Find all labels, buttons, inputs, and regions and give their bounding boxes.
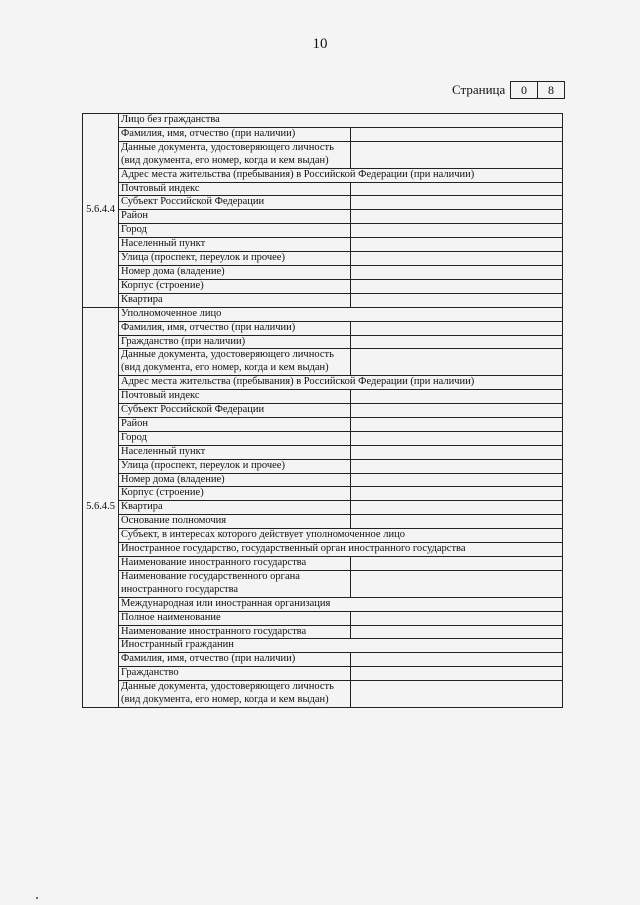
page-label: Страница xyxy=(452,82,506,97)
form-row xyxy=(83,459,563,473)
field-value[interactable] xyxy=(351,667,563,681)
group-heading: Иностранный гражданин xyxy=(119,639,563,653)
field-value[interactable] xyxy=(351,127,563,141)
field-label: Почтовый индекс xyxy=(119,390,351,404)
form-row xyxy=(83,210,563,224)
field-label: Гражданство (при наличии) xyxy=(119,335,351,349)
field-label: Субъект Российской Федерации xyxy=(119,404,351,418)
page-digit-box[interactable]: 0 xyxy=(510,81,538,99)
form-row xyxy=(83,252,563,266)
form-table xyxy=(82,113,563,708)
field-label: Город xyxy=(119,431,351,445)
form-row xyxy=(83,681,563,708)
section-title: Лицо без гражданства xyxy=(119,114,563,128)
section-title-row xyxy=(83,114,563,128)
form-row xyxy=(83,390,563,404)
field-value[interactable] xyxy=(351,238,563,252)
field-label: Основание полномочия xyxy=(119,515,351,529)
field-label: Наименование иностранного государства xyxy=(119,557,351,571)
field-value[interactable] xyxy=(351,404,563,418)
form-row xyxy=(83,141,563,168)
field-value[interactable] xyxy=(351,625,563,639)
field-label: Фамилия, имя, отчество (при наличии) xyxy=(119,127,351,141)
field-label: Город xyxy=(119,224,351,238)
page-digit-box[interactable]: 8 xyxy=(537,81,565,99)
field-label: Данные документа, удостоверяющего личность (вид документа, его номер, когда и кем выдан) xyxy=(119,349,351,376)
field-value[interactable] xyxy=(351,473,563,487)
field-value[interactable] xyxy=(351,321,563,335)
form-row xyxy=(83,515,563,529)
field-value[interactable] xyxy=(351,293,563,307)
form-row xyxy=(83,265,563,279)
field-value[interactable] xyxy=(351,653,563,667)
field-value[interactable] xyxy=(351,182,563,196)
field-label: Наименование иностранного государства xyxy=(119,625,351,639)
form-row xyxy=(83,224,563,238)
field-label: Квартира xyxy=(119,501,351,515)
field-value[interactable] xyxy=(351,390,563,404)
field-label: Номер дома (владение) xyxy=(119,473,351,487)
field-value[interactable] xyxy=(351,445,563,459)
field-value[interactable] xyxy=(351,501,563,515)
field-value[interactable] xyxy=(351,141,563,168)
field-label: Почтовый индекс xyxy=(119,182,351,196)
form-row xyxy=(83,168,563,182)
field-value[interactable] xyxy=(351,417,563,431)
section-title: Уполномоченное лицо xyxy=(119,307,563,321)
field-label: Корпус (строение) xyxy=(119,487,351,501)
field-value[interactable] xyxy=(351,681,563,708)
form-row xyxy=(83,625,563,639)
form-row xyxy=(83,597,563,611)
page-number: 10 xyxy=(312,36,328,52)
form-row xyxy=(83,321,563,335)
field-label: Населенный пункт xyxy=(119,238,351,252)
form-row xyxy=(83,431,563,445)
form-row xyxy=(83,529,563,543)
form-row xyxy=(83,349,563,376)
field-value[interactable] xyxy=(351,252,563,266)
field-label: Номер дома (владение) xyxy=(119,265,351,279)
field-value[interactable] xyxy=(351,515,563,529)
section-title-row xyxy=(83,307,563,321)
group-heading: Международная или иностранная организация xyxy=(119,597,563,611)
field-label: Данные документа, удостоверяющего личность (вид документа, его номер, когда и кем выдан) xyxy=(119,681,351,708)
field-label: Наименование государственного органа иностранного государства xyxy=(119,570,351,597)
field-value[interactable] xyxy=(351,487,563,501)
section-number: 5.6.4.4 xyxy=(83,114,119,308)
field-label: Корпус (строение) xyxy=(119,279,351,293)
field-value[interactable] xyxy=(351,570,563,597)
form-row xyxy=(83,570,563,597)
form-row xyxy=(83,238,563,252)
group-heading: Иностранное государство, государственный орган иностранного государства xyxy=(119,543,563,557)
field-label: Фамилия, имя, отчество (при наличии) xyxy=(119,321,351,335)
field-value[interactable] xyxy=(351,349,563,376)
field-value[interactable] xyxy=(351,335,563,349)
form-row xyxy=(83,543,563,557)
field-value[interactable] xyxy=(351,265,563,279)
form-row xyxy=(83,445,563,459)
field-label: Полное наименование xyxy=(119,611,351,625)
field-label: Квартира xyxy=(119,293,351,307)
field-label: Субъект Российской Федерации xyxy=(119,196,351,210)
field-label: Фамилия, имя, отчество (при наличии) xyxy=(119,653,351,667)
field-label: Населенный пункт xyxy=(119,445,351,459)
field-value[interactable] xyxy=(351,431,563,445)
form-row xyxy=(83,487,563,501)
form-row xyxy=(83,501,563,515)
form-row xyxy=(83,639,563,653)
form-row xyxy=(83,667,563,681)
field-value[interactable] xyxy=(351,611,563,625)
field-value[interactable] xyxy=(351,279,563,293)
form-row xyxy=(83,557,563,571)
field-label: Данные документа, удостоверяющего личность (вид документа, его номер, когда и кем выдан) xyxy=(119,141,351,168)
form-row xyxy=(83,196,563,210)
form-row xyxy=(83,279,563,293)
form-row xyxy=(83,182,563,196)
field-value[interactable] xyxy=(351,210,563,224)
section-number: 5.6.4.5 xyxy=(83,307,119,707)
group-heading: Адрес места жительства (пребывания) в Российской Федерации (при наличии) xyxy=(119,376,563,390)
form-row xyxy=(83,653,563,667)
form-row xyxy=(83,293,563,307)
field-label: Улица (проспект, переулок и прочее) xyxy=(119,459,351,473)
field-label: Гражданство xyxy=(119,667,351,681)
field-label: Район xyxy=(119,417,351,431)
group-heading: Субъект, в интересах которого действует уполномоченное лицо xyxy=(119,529,563,543)
form-row xyxy=(83,127,563,141)
form-row xyxy=(83,376,563,390)
field-value[interactable] xyxy=(351,196,563,210)
form-row xyxy=(83,473,563,487)
field-value[interactable] xyxy=(351,557,563,571)
form-row xyxy=(83,611,563,625)
field-label: Район xyxy=(119,210,351,224)
form-row xyxy=(83,417,563,431)
form-row xyxy=(83,335,563,349)
group-heading: Адрес места жительства (пребывания) в Российской Федерации (при наличии) xyxy=(119,168,563,182)
field-label: Улица (проспект, переулок и прочее) xyxy=(119,252,351,266)
field-value[interactable] xyxy=(351,224,563,238)
form-row xyxy=(83,404,563,418)
scan-mark xyxy=(36,897,38,899)
field-value[interactable] xyxy=(351,459,563,473)
